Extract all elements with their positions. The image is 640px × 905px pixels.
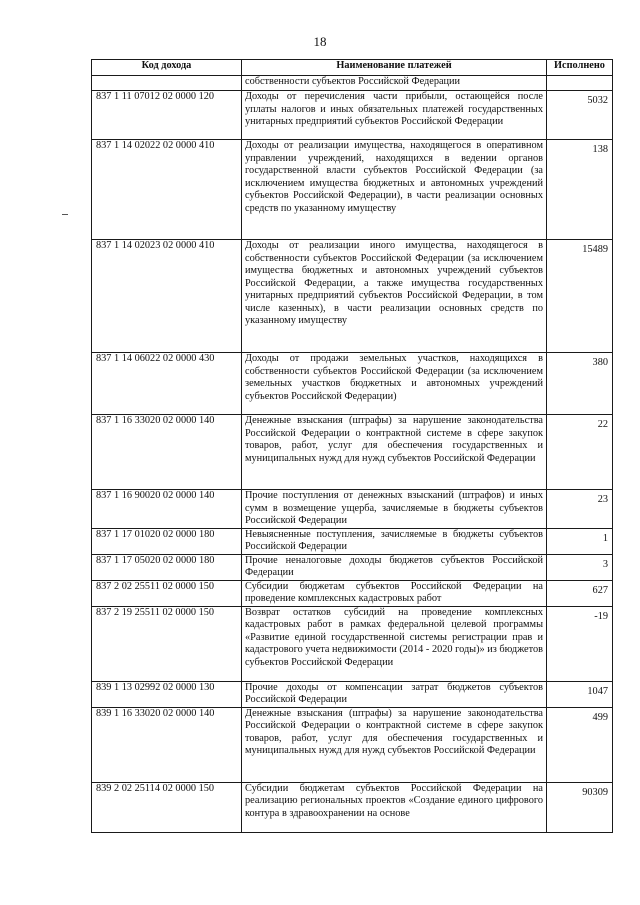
executed-amount-cell: 380 [547,353,613,415]
table-row [92,606,613,681]
header-income-code: Код дохода [92,60,242,76]
executed-amount-cell: 1 [547,528,613,554]
payment-name-cell: Доходы от реализации имущества, находящегося в оперативном управлении учреждений, находящихся в ведении органов государственной власти субъектов Российской Федерации (за исключением имущества бюджетных и автономных учреждений субъектов Российской Федерации), в части реализации основных средств по указанному имуществу [242,140,547,240]
income-code-cell [92,76,242,91]
table-row [92,240,613,353]
payment-name-cell: Доходы от продажи земельных участков, находящихся в собственности субъектов Российской Федерации (за исключением земельных участков бюджетных и автономных учреждений субъектов Российской Федерации) [242,353,547,415]
income-code-cell: 839 1 13 02992 02 0000 130 [92,681,242,707]
header-payment-name: Наименование платежей [242,60,547,76]
income-code-cell: 837 2 19 25511 02 0000 150 [92,606,242,681]
payment-name-cell: Невыясненные поступления, зачисляемые в бюджеты субъектов Российской Федерации [242,528,547,554]
executed-amount-cell: 15489 [547,240,613,353]
payment-name-cell: собственности субъектов Российской Федерации [242,76,547,91]
payment-name-cell: Доходы от реализации иного имущества, находящегося в собственности субъектов Российской Федерации (за исключением имущества бюджетных и автономных учреждений субъектов Российской Федерации, а также имущества государственных унитарных предприятий субъектов Российской Федерации, в том числе казенных), в части реализации основных средств по указанному имуществу [242,240,547,353]
table-row [92,91,613,140]
table-row [92,707,613,782]
income-code-cell: 837 1 14 06022 02 0000 430 [92,353,242,415]
payment-name-cell: Возврат остатков субсидий на проведение комплексных кадастровых работ в рамках федеральной целевой программы «Развитие единой государственной системы регистрации прав и кадастрового учета недвижимости (2014 - 2020 годы)» из бюджетов субъектов Российской Федерации [242,606,547,681]
income-code-cell: 837 1 14 02023 02 0000 410 [92,240,242,353]
table-row [92,528,613,554]
executed-amount-cell: 90309 [547,782,613,832]
executed-amount-cell: 627 [547,580,613,606]
table-row [92,782,613,832]
executed-amount-cell [547,76,613,91]
table-row [92,681,613,707]
payment-name-cell: Прочие неналоговые доходы бюджетов субъектов Российской Федерации [242,554,547,580]
executed-amount-cell: 1047 [547,681,613,707]
income-code-cell: 837 1 17 01020 02 0000 180 [92,528,242,554]
table-row [92,490,613,529]
executed-amount-cell: 22 [547,415,613,490]
income-code-cell: 837 2 02 25511 02 0000 150 [92,580,242,606]
payment-name-cell: Субсидии бюджетам субъектов Российской Федерации на реализацию региональных проектов «Создание единого цифрового контура в здравоохранении на основе [242,782,547,832]
income-code-cell: 837 1 16 33020 02 0000 140 [92,415,242,490]
table-row [92,415,613,490]
income-code-cell: 837 1 14 02022 02 0000 410 [92,140,242,240]
executed-amount-cell: 3 [547,554,613,580]
scan-artifact [62,214,68,215]
executed-amount-cell: -19 [547,606,613,681]
payment-name-cell: Денежные взыскания (штрафы) за нарушение законодательства Российской Федерации о контрактной системе в сфере закупок товаров, работ, услуг для обеспечения государственных и муниципальных нужд для нужд субъектов Российской Федерации [242,415,547,490]
table-body [92,76,613,833]
table-row [92,140,613,240]
payment-name-cell: Денежные взыскания (штрафы) за нарушение законодательства Российской Федерации о контрактной системе в сфере закупок товаров, работ, услуг для обеспечения государственных и муниципальных нужд для нужд субъектов Российской Федерации [242,707,547,782]
income-code-cell: 837 1 17 05020 02 0000 180 [92,554,242,580]
payment-name-cell: Субсидии бюджетам субъектов Российской Федерации на проведение комплексных кадастровых работ [242,580,547,606]
income-code-cell: 839 1 16 33020 02 0000 140 [92,707,242,782]
executed-amount-cell: 138 [547,140,613,240]
income-code-cell: 837 1 11 07012 02 0000 120 [92,91,242,140]
executed-amount-cell: 23 [547,490,613,529]
payment-name-cell: Доходы от перечисления части прибыли, остающейся после уплаты налогов и иных обязательных платежей государственных унитарных предприятий субъектов Российской Федерации [242,91,547,140]
revenue-table [91,59,613,833]
page-number: 18 [313,34,327,49]
executed-amount-cell: 499 [547,707,613,782]
income-code-cell: 839 2 02 25114 02 0000 150 [92,782,242,832]
income-code-cell: 837 1 16 90020 02 0000 140 [92,490,242,529]
table-header-row [92,60,613,76]
payment-name-cell: Прочие поступления от денежных взысканий (штрафов) и иных сумм в возмещение ущерба, зачисляемые в бюджеты субъектов Российской Федерации [242,490,547,529]
table-row [92,580,613,606]
header-executed: Исполнено [547,60,613,76]
table-row [92,76,613,91]
payment-name-cell: Прочие доходы от компенсации затрат бюджетов субъектов Российской Федерации [242,681,547,707]
table-row [92,554,613,580]
table-row [92,353,613,415]
executed-amount-cell: 5032 [547,91,613,140]
